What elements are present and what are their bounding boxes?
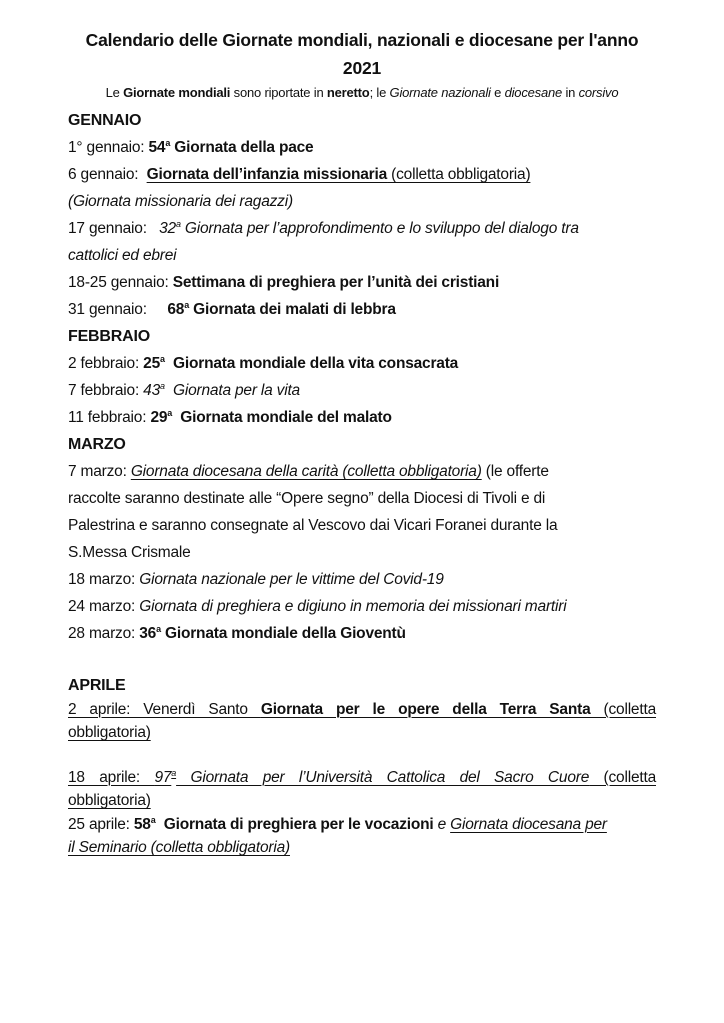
entry-25-aprile: 25 aprile: 58$^a$ Giornata di preghiera per le vocazioni e Giornata diocesana per: [68, 814, 607, 833]
entry-6-gennaio-cont: (Giornata missionaria dei ragazzi): [68, 193, 293, 210]
subtitle-legend: Le Giornate mondiali sono riportate in neretto; le Giornate nazionali e diocesane in corsivo: [105, 85, 619, 100]
entry-2-aprile-cont: obbligatoria): [68, 724, 151, 741]
month-heading-aprile: APRILE: [68, 677, 126, 694]
entry-2-aprile: 2 aprile: Venerdì Santo Giornata per le opere della Terra Santa (colletta: [68, 700, 656, 718]
entry-2-febbraio: 2 febbraio: 25$^a$ Giornata mondiale della vita consacrata: [68, 353, 459, 372]
entry-17-gennaio: 17 gennaio: 32$^a$ Giornata per l’approfondimento e lo sviluppo del dialogo tra: [68, 218, 579, 237]
entry-7-marzo-cont-3: S.Messa Crismale: [68, 544, 191, 561]
document-body: [68, 26, 656, 860]
entry-1-gennaio: 1° gennaio: 54$^a$ Giornata della pace: [68, 137, 314, 156]
spacer: [68, 647, 656, 674]
title-line-2: 2021: [342, 58, 382, 78]
spacer: [68, 745, 656, 766]
month-heading-gennaio: GENNAIO: [68, 112, 142, 129]
entry-18-aprile: 18 aprile: 97$^a$ Giornata per l’Università Cattolica del Sacro Cuore (colletta: [68, 767, 656, 786]
entry-18-25-gennaio: 18-25 gennaio: Settimana di preghiera per l’unità dei cristiani: [68, 274, 500, 291]
entry-31-gennaio: 31 gennaio: 68$^a$ Giornata dei malati di lebbra: [68, 299, 396, 318]
month-heading-marzo: MARZO: [68, 436, 126, 453]
entry-7-marzo-cont-1: raccolte saranno destinate alle “Opere segno” della Diocesi di Tivoli e di: [68, 490, 546, 507]
entry-7-marzo-cont-2: Palestrina e saranno consegnate al Vescovo dai Vicari Foranei durante la: [68, 517, 558, 534]
entry-7-febbraio: 7 febbraio: 43$^a$ Giornata per la vita: [68, 380, 300, 399]
entry-25-aprile-cont: il Seminario (colletta obbligatoria): [68, 839, 290, 856]
entry-17-gennaio-cont: cattolici ed ebrei: [68, 247, 177, 264]
entry-18-marzo: 18 marzo: Giornata nazionale per le vittime del Covid-19: [68, 571, 444, 588]
entry-11-febbraio: 11 febbraio: 29$^a$ Giornata mondiale del malato: [68, 407, 392, 426]
entry-24-marzo: 24 marzo: Giornata di preghiera e digiuno in memoria dei missionari martiri: [68, 598, 567, 615]
entry-28-marzo: 28 marzo: 36$^a$ Giornata mondiale della Gioventù: [68, 623, 406, 642]
entry-18-aprile-cont: obbligatoria): [68, 792, 151, 809]
entry-7-marzo: 7 marzo: Giornata diocesana della carità (colletta obbligatoria) (le offerte: [68, 463, 549, 480]
month-heading-febbraio: FEBBRAIO: [68, 328, 150, 345]
entry-6-gennaio: 6 gennaio: Giornata dell’infanzia missionaria (colletta obbligatoria): [68, 166, 531, 183]
title-line-1: Calendario delle Giornate mondiali, nazionali e diocesane per l'anno: [85, 30, 639, 50]
